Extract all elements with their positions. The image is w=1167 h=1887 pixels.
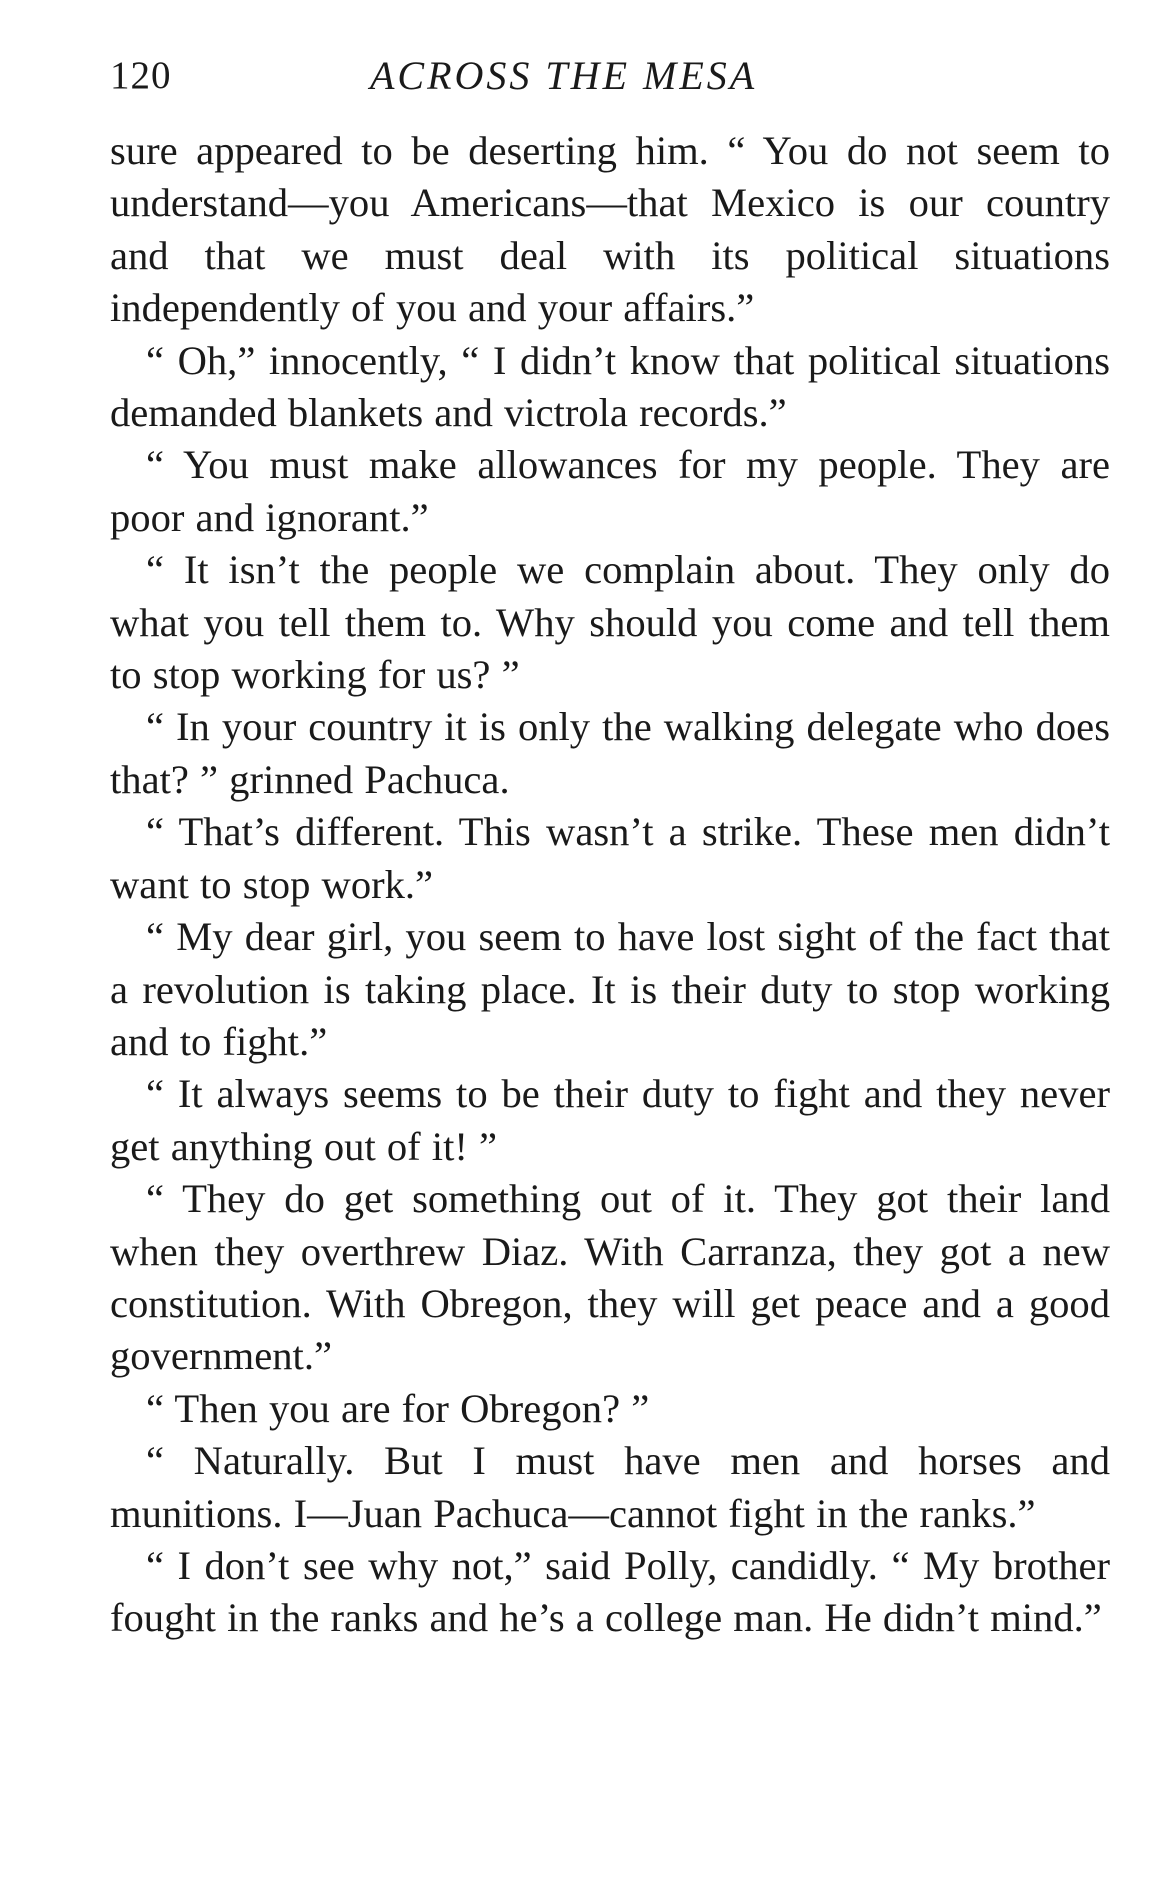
paragraph: “ My dear girl, you seem to have lost sight of the fact that a revolution is taking place. It is their duty to stop working and to fight.” (110, 914, 1110, 1064)
paragraph: “ Oh,” innocently, “ I didn’t know that political situations demanded blankets and victrola records.” (110, 337, 1110, 436)
paragraph: “ In your country it is only the walking delegate who does that? ” grinned Pachuca. (110, 704, 1110, 802)
paragraph: “ It isn’t the people we complain about. They only do what you tell them to. Why should you come and tell them to stop working for us? ” (110, 547, 1110, 698)
paragraph: “ Then you are for Obregon? ” (146, 1385, 650, 1431)
page-header (110, 46, 1110, 106)
paragraph: “ Naturally. But I must have men and horses and munitions. I—Juan Pachuca—cannot fight in the ranks.” (110, 1438, 1110, 1536)
body-text (110, 125, 1110, 1645)
paragraph: “ You must make allowances for my people. They are poor and ignorant.” (110, 442, 1110, 540)
paragraph: “ It always seems to be their duty to fight and they never get anything out of it! ” (110, 1071, 1110, 1169)
paragraph: “ They do get something out of it. They got their land when they overthrew Diaz. With Carranza, they got a new constitution. With Obregon, they will get peace and a good government.” (110, 1176, 1110, 1379)
paragraph: “ I don’t see why not,” said Polly, candidly. “ My brother fought in the ranks and he’s a college man. He didn’t mind.” (110, 1542, 1110, 1641)
paragraph: “ That’s different. This wasn’t a strike. These men didn’t want to stop work.” (110, 809, 1110, 907)
page-number: 120 (110, 54, 172, 97)
running-head: ACROSS THE MESA (370, 53, 758, 98)
paragraph: sure appeared to be deserting him. “ You do not seem to understand—you Americans—that Mexico is our country and that we must deal with its political situations independently of you and your affairs.” (110, 128, 1110, 331)
